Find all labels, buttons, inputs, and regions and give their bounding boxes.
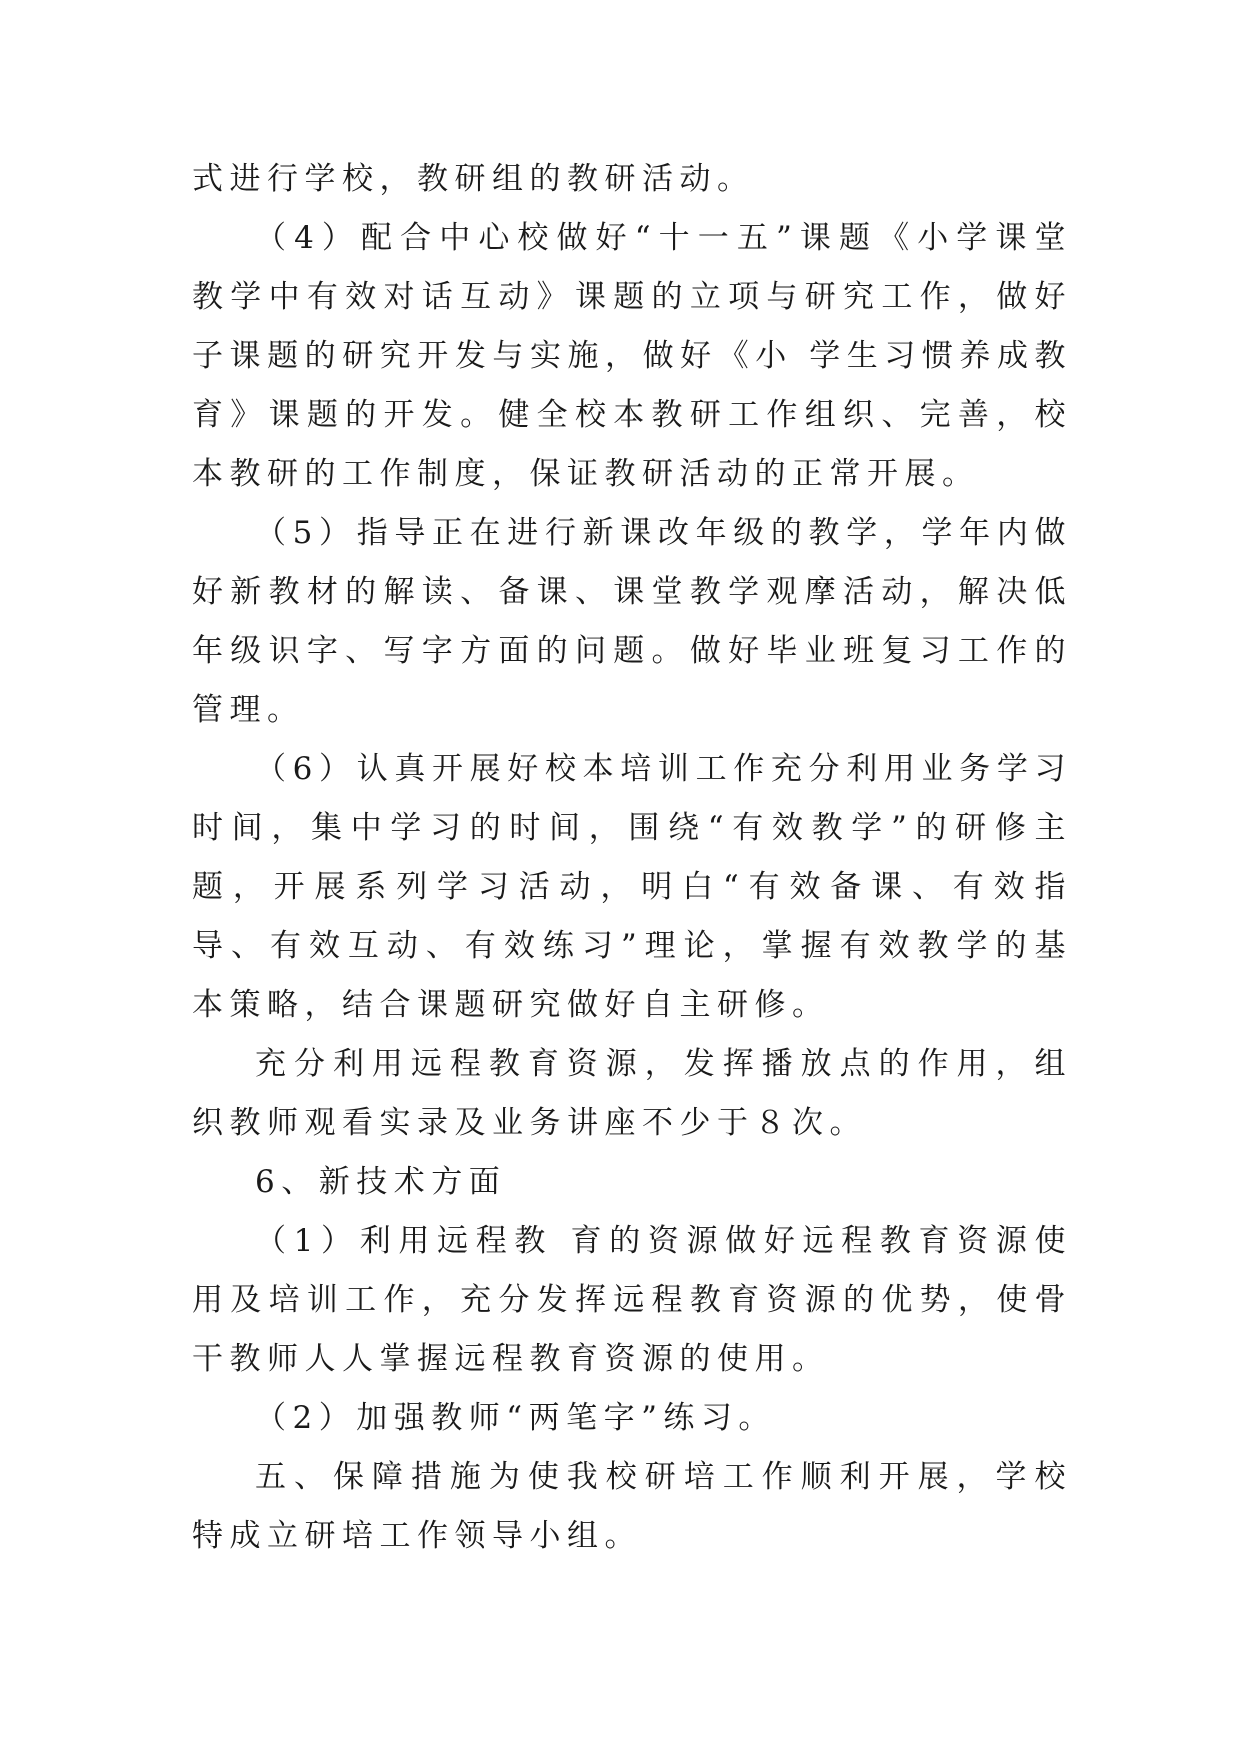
paragraph-continuation: 式进行学校，教研组的教研活动。	[192, 161, 755, 197]
paragraph-item-5: （5）指导正在进行新课改年级的教学，学年内做好新教材的解读、备课、课堂教学观摩活动，解决低年级识字、写字方面的问题。做好毕业班复习工作的管理。	[192, 515, 1072, 728]
paragraph-tech-item-1: （1）利用远程教 育的资源做好远程教育资源使用及培训工作，充分发挥远程教育资源的优势，使骨干教师人人掌握远程教育资源的使用。	[192, 1223, 1072, 1377]
paragraph-tech-item-2: （2）加强教师“两笔字”练习。	[255, 1400, 776, 1436]
paragraph-remote-education: 充分利用远程教育资源，发挥播放点的作用，组织教师观看实录及业务讲座不少于８次。	[192, 1046, 1072, 1141]
paragraph-safeguard-measures: 五、保障措施为使我校研培工作顺利开展，学校特成立研培工作领导小组。	[192, 1459, 1072, 1554]
section-heading-new-technology: 6、新技术方面	[255, 1164, 507, 1200]
paragraph-item-6: （6）认真开展好校本培训工作充分利用业务学习时间，集中学习的时间，围绕“有效教学”的研修主题，开展系列学习活动，明白“有效备课、有效指导、有效互动、有效练习”理论，掌握有效教学的基本策略，结合课题研究做好自主研修。	[192, 751, 1072, 1023]
document-body	[192, 150, 1072, 1566]
paragraph-item-4: （4）配合中心校做好“十一五”课题《小学课堂教学中有效对话互动》课题的立项与研究工作，做好子课题的研究开发与实施，做好《小 学生习惯养成教育》课题的开发。健全校本教研工作组织、完善，校本教研的工作制度，保证教研活动的正常开展。	[192, 220, 1072, 492]
